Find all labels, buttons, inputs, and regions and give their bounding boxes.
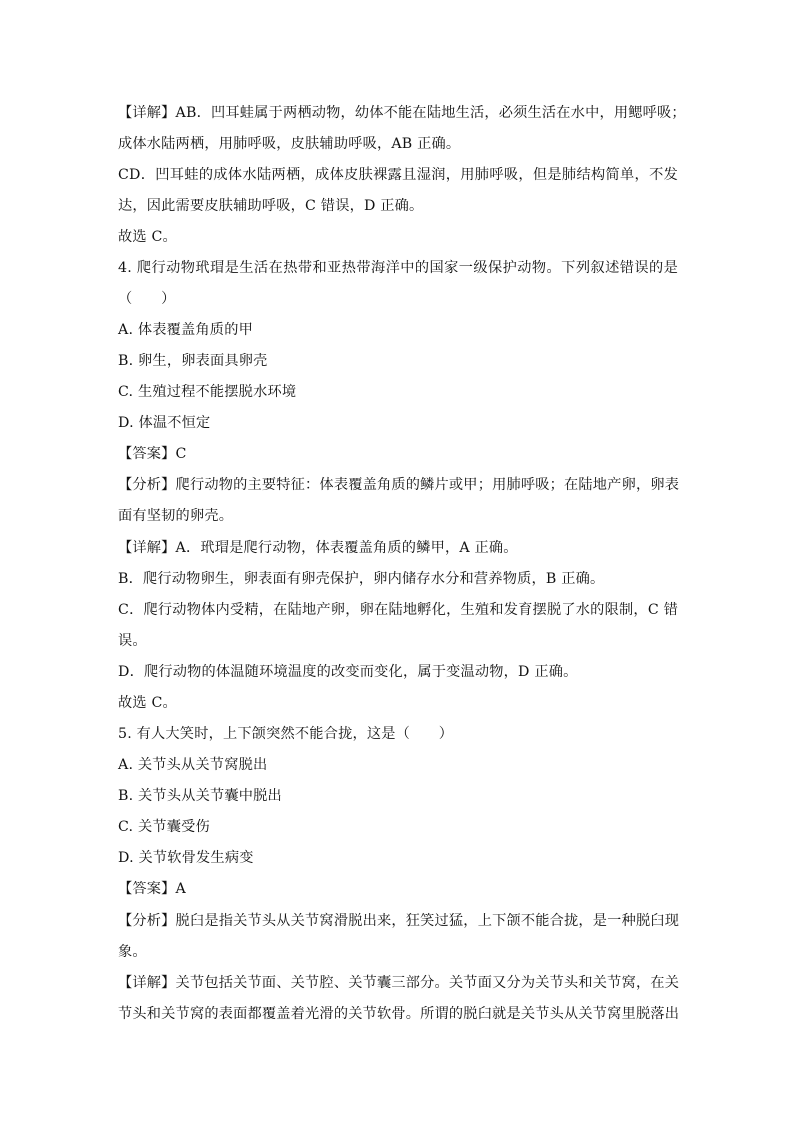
text-line: C．爬行动物体内受精，在陆地产卵，卵在陆地孵化，生殖和发育摆脱了水的限制，C 错 [118, 602, 678, 618]
question-5-stem: 5. 有人大笑时，上下颌突然不能合拢，这是（ ） [118, 726, 454, 742]
option-b: B. 卵生，卵表面具卵壳 [118, 353, 268, 369]
text-line: 节头和关节窝的表面都覆盖着光滑的关节软骨。所谓的脱臼就是关节头从关节窝里脱落出 [118, 1006, 680, 1022]
option-c: C. 关节囊受伤 [118, 819, 210, 835]
option-c: C. 生殖过程不能摆脱水环境 [118, 384, 297, 400]
text-line: 【详解】AB．凹耳蛙属于两栖动物，幼体不能在陆地生活，必须生活在水中，用鳃呼吸； [118, 105, 686, 121]
text-line: 故选 C。 [118, 229, 177, 245]
text-line: 象。 [118, 944, 147, 960]
text-line: CD．凹耳蛙的成体水陆两栖，成体皮肤裸露且湿润，用肺呼吸，但是肺结构简单，不发 [118, 167, 678, 183]
question-4-stem: 4. 爬行动物玳瑁是生活在热带和亚热带海洋中的国家一级保护动物。下列叙述错误的是 [118, 260, 678, 276]
answer-label: 【答案】A [118, 881, 186, 897]
text-line: D．爬行动物的体温随环境温度的改变而变化，属于变温动物，D 正确。 [118, 664, 578, 680]
text-line: 误。 [118, 633, 147, 649]
explanation-text: 【详解】A．玳瑁是爬行动物，体表覆盖角质的鳞甲，A 正确。 [118, 540, 518, 556]
analysis-text: 【分析】爬行动物的主要特征：体表覆盖角质的鳞片或甲；用肺呼吸；在陆地产卵，卵表 [118, 477, 680, 493]
explanation-text: 【详解】关节包括关节面、关节腔、关节囊三部分。关节面又分为关节头和关节窝，在关 [118, 975, 680, 991]
text-line: 故选 C。 [118, 695, 177, 711]
text-line: 达，因此需要皮肤辅助呼吸，C 错误，D 正确。 [118, 198, 424, 214]
text-line: 面有坚韧的卵壳。 [118, 508, 234, 524]
analysis-text: 【分析】脱臼是指关节头从关节窝滑脱出来，狂笑过猛，上下颌不能合拢，是一种脱臼现 [118, 913, 680, 929]
option-a: A. 关节头从关节窝脱出 [118, 757, 268, 773]
answer-label: 【答案】C [118, 446, 187, 462]
text-line: B．爬行动物卵生，卵表面有卵壳保护，卵内储存水分和营养物质，B 正确。 [118, 571, 605, 587]
option-a: A. 体表覆盖角质的甲 [118, 322, 253, 338]
option-d: D. 关节软骨发生病变 [118, 850, 254, 866]
text-line: 成体水陆两栖，用肺呼吸，皮肤辅助呼吸，AB 正确。 [118, 136, 461, 152]
option-b: B. 关节头从关节囊中脱出 [118, 788, 282, 804]
answer-blank: （ ） [118, 291, 176, 307]
option-d: D. 体温不恒定 [118, 415, 211, 431]
